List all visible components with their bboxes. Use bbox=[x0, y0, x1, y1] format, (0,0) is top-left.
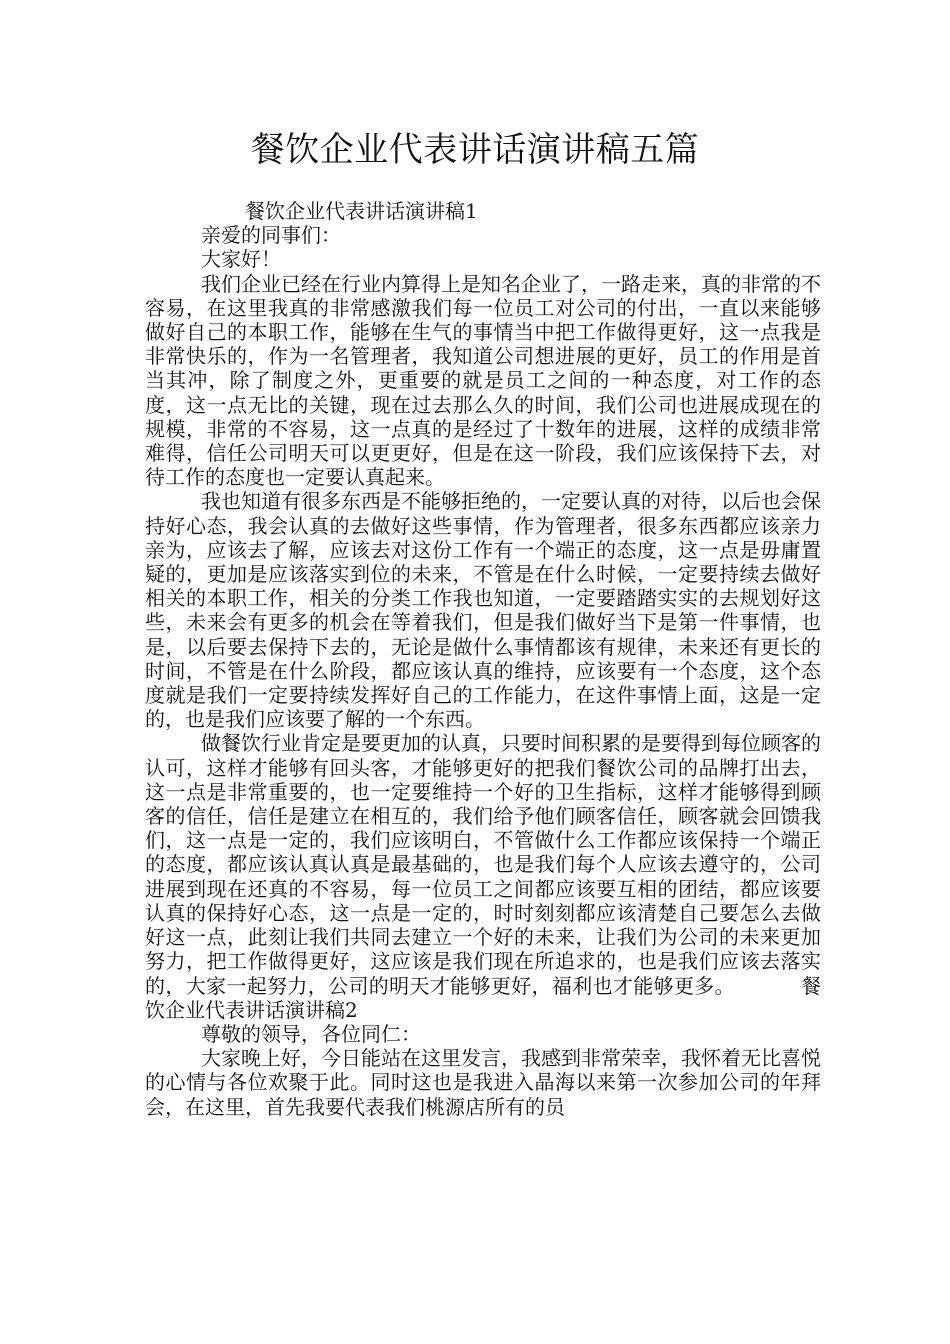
section-2-heading: 餐饮企业代表讲话演讲稿2 bbox=[145, 973, 821, 1022]
section-2-salutation: 尊敬的领导，各位同仁： bbox=[201, 1021, 421, 1046]
section-1-paragraph-3-text: 做餐饮行业肯定是要更加的认真，只要时间积累的是要得到每位顾客的认可，这样才能够有回头客，才能够更好的把我们餐饮公司的品牌打出去，这一点是非常重要的，也一定要维持一个好的卫生指标，这样才能够得到顾客的信任，信任是建立在相互的，我们给予他们顾客信任，顾客就会回馈我们，这一点是一定的，我们应该明白，不管做什么工作都应该保持一个端正的态度，都应该认真认真是最基础的，也是我们每个人应该去遵守的，公司进展到现在还真的不容易，每一位员工之间都应该要互相的团结，都应该要认真的保持好心态，这一点是一定的，时时刻刻都应该清楚自己要怎么去做好这一点，此刻让我们共同去建立一个好的未来，让我们为公司的未来更加努力，把工作做得更好，这应该是我们现在所追求的，也是我们应该去落实的，大家一起努力，公司的明天才能够更好，福利也才能够更多。 bbox=[145, 731, 821, 998]
section-2-paragraph-1: 大家晚上好，今日能站在这里发言，我感到非常荣幸，我怀着无比喜悦的心情与各位欢聚于此。同时这也是我进入晶海以来第一次参加公司的年拜会，在这里，首先我要代表我们桃源店所有的员 bbox=[145, 1046, 821, 1119]
document-title: 餐饮企业代表讲话演讲稿五篇 bbox=[250, 130, 700, 170]
section-1-paragraph-2: 我也知道有很多东西是不能够拒绝的，一定要认真的对待，以后也会保持好心态，我会认真的去做好这些事情，作为管理者，很多东西都应该亲力亲为，应该去了解，应该去对这份工作有一个端正的态度，这一点是毋庸置疑的，更加是应该落实到位的未来，不管是在什么时候，一定要持续去做好相关的本职工作，相关的分类工作我也知道，一定要踏踏实实的去规划好这些，未来会有更多的机会在等着我们，但是我们做好当下是第一件事情，也是，以后要去保持下去的，无论是做什么事情都该有规律，未来还有更长的时间，不管是在什么阶段，都应该认真的维持，应该要有一个态度，这个态度就是我们一定要持续发挥好自己的工作能力，在这件事情上面，这是一定的，也是我们应该要了解的一个东西。 bbox=[145, 489, 821, 732]
section-1-salutation: 亲爱的同事们： bbox=[201, 223, 341, 248]
section-1-paragraph-1: 我们企业已经在行业内算得上是知名企业了，一路走来，真的非常的不容易，在这里我真的非常感激我们每一位员工对公司的付出，一直以来能够做好自己的本职工作，能够在生气的事情当中把工作做得更好，这一点我是非常快乐的，作为一名管理者，我知道公司想进展的更好，员工的作用是首当其冲，除了制度之外，更重要的就是员工之间的一种态度，对工作的态度，这一点无比的关键，现在过去那么久的时间，我们公司也进展成现在的规模，非常的不容易，这一点真的是经过了十数年的进展，这样的成绩非常难得，信任公司明天可以更更好，但是在这一阶段，我们应该保持下去，对待工作的态度也一定要认真起来。 bbox=[145, 271, 821, 490]
section-1-heading: 餐饮企业代表讲话演讲稿1 bbox=[245, 199, 478, 223]
section-1-paragraph-3 bbox=[145, 731, 821, 1021]
document-body bbox=[145, 199, 821, 1119]
section-1-greeting: 大家好！ bbox=[201, 247, 281, 272]
